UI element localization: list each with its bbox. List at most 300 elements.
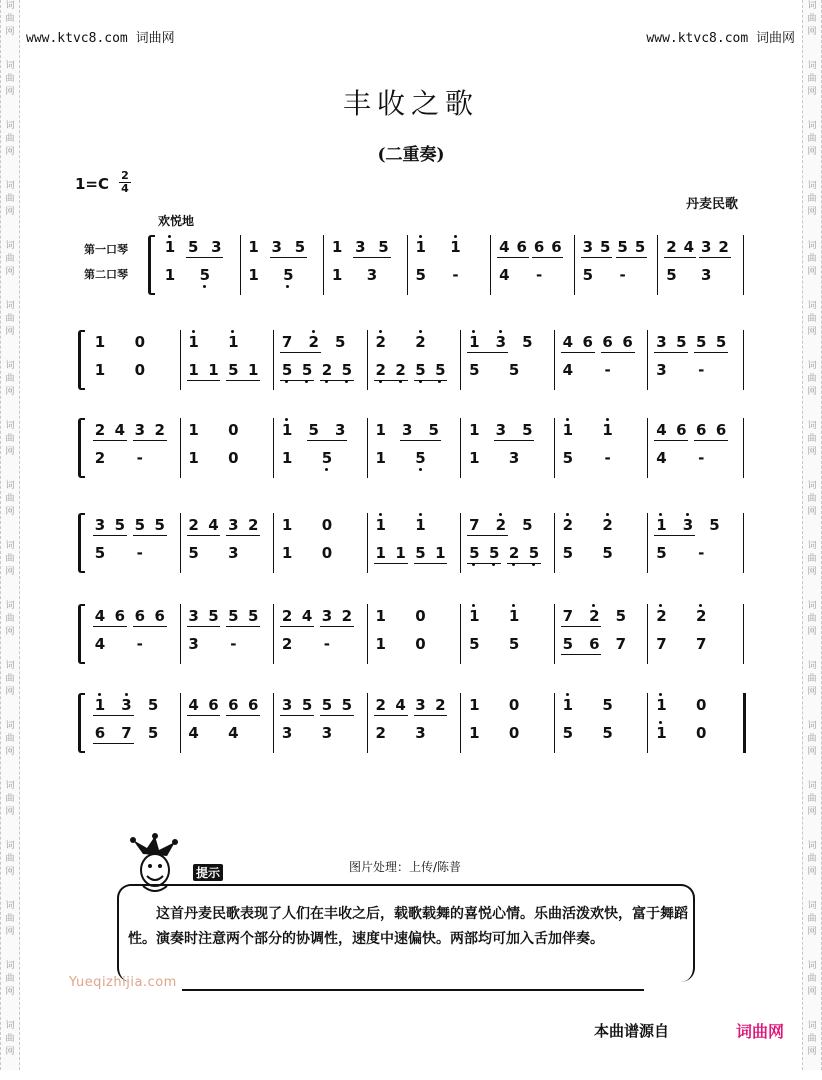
note: 1	[331, 266, 343, 284]
octave-up-dot	[566, 418, 569, 421]
bar-line	[743, 604, 744, 664]
bottom-watermark: Yueqizhijia.com	[69, 975, 177, 990]
beam-line	[280, 715, 314, 716]
part2-label: 第二口琴	[84, 268, 128, 281]
note: 5	[147, 724, 159, 742]
note: 1	[188, 361, 199, 379]
octave-up-dot	[454, 235, 457, 238]
note: 5	[562, 449, 574, 467]
side-watermark-cell: 词 曲 网	[807, 541, 817, 577]
beam-line	[320, 380, 354, 381]
octave-up-dot	[566, 693, 569, 696]
note: 7	[562, 607, 574, 625]
note: 1	[281, 422, 293, 438]
song-origin: 丹麦民歌	[685, 197, 738, 212]
side-watermark-cell: 词 曲 网	[5, 601, 15, 637]
note: 3	[281, 724, 293, 742]
note: 3	[700, 238, 712, 256]
note: 6	[695, 421, 707, 439]
note: -	[136, 449, 143, 467]
octave-up-dot	[686, 513, 689, 516]
side-watermark-cell: 词 曲 网	[807, 601, 817, 637]
beam-line	[414, 563, 448, 564]
note: 5	[676, 333, 687, 351]
bar-line	[554, 330, 555, 390]
header-url-left[interactable]: www.ktvc8.com 词曲网	[26, 31, 175, 46]
note: 5	[602, 696, 613, 714]
beam-line	[187, 626, 221, 627]
note: 6	[228, 696, 239, 714]
header-url-right[interactable]: www.ktvc8.com 词曲网	[646, 31, 795, 46]
side-watermark-cell: 词 曲 网	[5, 421, 15, 457]
note: 5	[94, 544, 106, 562]
note: 5	[617, 238, 628, 256]
note: 3	[211, 238, 222, 256]
note: 3	[495, 334, 507, 350]
bar-line	[743, 513, 744, 573]
note: 1	[188, 421, 199, 439]
side-watermark-cell: 词 曲 网	[5, 1, 15, 37]
part1-label: 第一口琴	[84, 243, 128, 256]
note: 0	[321, 544, 333, 562]
note: -	[323, 635, 331, 653]
beam-line	[270, 257, 307, 258]
note: 5	[469, 635, 480, 653]
note: 4	[683, 238, 695, 256]
note: 1	[94, 361, 106, 379]
tempo-marking: 欢悦地	[158, 214, 195, 228]
tip-text: 这首丹麦民歌表现了人们在丰收之后，载歌载舞的喜悦心情。乐曲活泼欢快，富于舞蹈性。演奏时注意两个部分的协调性，速度中速偏快。两部均可加入舌加伴奏。	[128, 906, 688, 947]
note: 3	[355, 238, 366, 256]
note: 7	[121, 724, 132, 742]
note: 3	[656, 333, 667, 351]
side-watermark-cell: 词 曲 网	[807, 241, 817, 277]
note: 6	[582, 333, 593, 351]
octave-up-dot	[419, 235, 422, 238]
note: 3	[415, 696, 426, 714]
beam-line	[280, 380, 314, 381]
note: 5	[562, 635, 574, 653]
note: 1	[508, 608, 520, 624]
beam-line	[467, 535, 508, 536]
beam-line	[467, 563, 501, 564]
bar-line	[180, 418, 181, 478]
note: 1	[469, 724, 480, 742]
note: -	[452, 266, 459, 284]
octave-up-dot	[499, 330, 502, 333]
octave-up-dot	[419, 330, 422, 333]
note: 0	[228, 449, 239, 467]
note: 5	[294, 238, 306, 256]
side-watermark-cell: 词 曲 网	[807, 781, 817, 817]
note: 3	[281, 696, 293, 714]
note: 1	[395, 544, 406, 562]
beam-line	[414, 380, 448, 381]
side-watermark-cell: 词 曲 网	[5, 541, 15, 577]
note: 1	[281, 516, 293, 534]
tip-box-bottom-line	[182, 989, 644, 991]
score-title: 丰收之歌	[342, 87, 479, 120]
note: -	[136, 635, 143, 653]
side-watermark-cell: 词 曲 网	[807, 361, 817, 397]
octave-down-dot	[419, 468, 422, 471]
note: -	[619, 266, 626, 284]
note: 5	[282, 267, 294, 283]
note: 1	[375, 449, 386, 467]
note: 0	[321, 516, 333, 534]
meter-bottom: 4	[121, 182, 129, 195]
meter-top: 2	[121, 169, 129, 182]
note: 1	[468, 608, 480, 624]
bar-line	[240, 235, 241, 295]
beam-line	[616, 257, 647, 258]
score-system	[78, 330, 745, 390]
note: 6	[602, 333, 613, 351]
note: -	[136, 544, 143, 562]
note: 1	[208, 361, 219, 379]
note: 1	[435, 544, 446, 562]
beam-line	[133, 626, 167, 627]
beam-line	[374, 563, 408, 564]
octave-up-dot	[699, 604, 702, 607]
beam-line	[187, 535, 221, 536]
score-subtitle: (二重奏)	[377, 145, 445, 165]
note: 2	[94, 449, 106, 467]
note: 1	[375, 517, 387, 533]
bar-line	[180, 693, 181, 753]
bar-line	[743, 235, 744, 295]
note: 5	[134, 516, 145, 534]
beam-line	[467, 352, 508, 353]
note: 1	[375, 607, 386, 625]
note: 1	[450, 239, 462, 255]
note: 5	[281, 362, 293, 378]
beam-line	[320, 626, 354, 627]
footer-source-site[interactable]: 词曲网	[736, 1022, 785, 1041]
note: 5	[709, 516, 720, 534]
note: 5	[301, 362, 313, 378]
bar-line	[273, 330, 274, 390]
note: 3	[582, 238, 594, 256]
note: 5	[600, 238, 611, 256]
beam-line	[414, 715, 448, 716]
note: 5	[562, 724, 574, 742]
side-watermark-cell: 词 曲 网	[5, 61, 15, 97]
octave-down-dot	[203, 285, 206, 288]
note: 1	[188, 334, 200, 350]
octave-up-dot	[379, 513, 382, 516]
note: -	[604, 449, 611, 467]
note: -	[698, 449, 705, 467]
score-system	[78, 693, 745, 753]
note: 5	[415, 544, 426, 562]
beam-line	[187, 715, 221, 716]
note: 4	[656, 449, 667, 467]
bar-line	[743, 330, 744, 390]
beam-line	[186, 257, 223, 258]
side-watermark-cell: 词 曲 网	[807, 1, 817, 37]
beam-line	[226, 535, 260, 536]
note: 2	[495, 517, 507, 533]
note: 1	[415, 239, 427, 255]
note: 2	[154, 421, 165, 439]
note: 2	[248, 516, 259, 534]
note: 5	[634, 238, 646, 256]
side-watermark-cell: 词 曲 网	[5, 841, 15, 877]
note: 5	[154, 516, 165, 534]
note: 3	[415, 724, 426, 742]
key-signature: 1=C	[75, 175, 110, 193]
beam-line	[93, 440, 127, 441]
side-watermark-cell: 词 曲 网	[807, 61, 817, 97]
note: 1	[188, 449, 199, 467]
note: 6	[622, 333, 633, 351]
side-watermark-cell: 词 曲 网	[5, 721, 15, 757]
bar-line	[554, 604, 555, 664]
final-bar-line	[743, 693, 746, 753]
note: 5	[715, 333, 727, 351]
octave-up-dot	[192, 330, 195, 333]
note: 5	[208, 607, 219, 625]
bar-line	[554, 513, 555, 573]
note: 1	[562, 697, 574, 713]
note: 7	[656, 635, 667, 653]
note: 4	[395, 696, 406, 714]
beam-line	[133, 535, 167, 536]
bar-line	[367, 604, 368, 664]
note: 3	[700, 266, 712, 284]
note: 7	[469, 516, 480, 534]
note: 1	[602, 422, 614, 438]
note: 2	[415, 334, 427, 350]
bar-line	[647, 693, 648, 753]
note: 3	[402, 421, 413, 439]
note: 3	[495, 421, 507, 439]
beam-line	[187, 380, 221, 381]
note: 1	[375, 421, 386, 439]
octave-up-dot	[606, 418, 609, 421]
time-signature	[118, 170, 132, 195]
octave-up-dot	[98, 693, 101, 696]
note: 5	[582, 266, 594, 284]
note: 5	[415, 450, 427, 466]
side-watermark-cell: 词 曲 网	[807, 901, 817, 937]
note: 7	[281, 333, 293, 351]
bar-line	[180, 330, 181, 390]
note: 1	[468, 334, 480, 350]
note: 3	[508, 449, 520, 467]
octave-up-dot	[659, 513, 662, 516]
side-watermark-cell: 词 曲 网	[5, 1021, 15, 1057]
beam-line	[694, 352, 728, 353]
beam-line	[226, 715, 260, 716]
system-brace	[78, 330, 85, 390]
bar-line	[647, 513, 648, 573]
note: 4	[228, 724, 239, 742]
note: 6	[715, 421, 727, 439]
note: 0	[415, 607, 426, 625]
note: 5	[147, 696, 159, 714]
side-watermark-cell: 词 曲 网	[5, 781, 15, 817]
system-brace	[78, 513, 85, 573]
note: 1	[248, 361, 259, 379]
note: -	[698, 544, 705, 562]
bar-line	[460, 513, 461, 573]
note: 0	[695, 724, 707, 742]
beam-line	[320, 715, 354, 716]
system-brace	[78, 418, 85, 478]
note: 2	[375, 724, 386, 742]
note: 2	[588, 608, 600, 624]
beam-line	[654, 352, 688, 353]
note: 4	[114, 421, 126, 439]
side-watermark-cell: 词 曲 网	[807, 301, 817, 337]
note: 5	[602, 724, 613, 742]
octave-up-dot	[379, 330, 382, 333]
beam-line	[353, 257, 390, 258]
note: 5	[528, 545, 540, 561]
beam-line	[664, 257, 695, 258]
beam-line	[307, 440, 348, 441]
image-credits: 图片处理：上传/陈普	[349, 860, 462, 874]
note: 1	[655, 697, 667, 713]
note: 1	[562, 422, 574, 438]
note: 1	[415, 517, 427, 533]
note: 1	[94, 697, 106, 713]
note: 2	[188, 516, 199, 534]
note: 1	[375, 635, 386, 653]
bar-line	[647, 418, 648, 478]
note: 5	[522, 421, 533, 439]
note: 6	[589, 635, 600, 653]
beam-line	[280, 626, 314, 627]
note: 1	[164, 239, 176, 255]
note: 3	[334, 421, 346, 439]
note: 5	[508, 635, 520, 653]
score-system	[78, 418, 745, 478]
beam-line	[374, 380, 408, 381]
score-system	[78, 513, 745, 573]
beam-line	[654, 535, 695, 536]
note: 4	[562, 361, 574, 379]
note: 0	[508, 696, 520, 714]
note: 1	[469, 449, 480, 467]
octave-down-dot	[325, 468, 328, 471]
bar-line	[554, 418, 555, 478]
note: 6	[533, 238, 545, 256]
beam-line	[532, 257, 563, 258]
note: 5	[522, 333, 533, 351]
note: 4	[499, 238, 510, 256]
octave-up-dot	[659, 721, 662, 724]
note: 5	[187, 238, 199, 256]
system-brace	[78, 604, 85, 664]
bar-line	[180, 513, 181, 573]
note: 5	[228, 607, 239, 625]
octave-up-dot	[168, 235, 171, 238]
note: 1	[331, 238, 343, 256]
bar-line	[273, 693, 274, 753]
note: 0	[508, 724, 520, 742]
note: 5	[415, 362, 427, 378]
beam-line	[93, 535, 127, 536]
note: 5	[469, 361, 480, 379]
note: 2	[695, 608, 707, 624]
note: 0	[415, 635, 426, 653]
note: 2	[435, 696, 446, 714]
score-system	[148, 235, 745, 295]
note: 5	[188, 544, 199, 562]
note: 5	[434, 362, 446, 378]
beam-line	[280, 352, 321, 353]
octave-up-dot	[285, 418, 288, 421]
beam-line	[694, 440, 728, 441]
bar-line	[460, 604, 461, 664]
note: 5	[415, 266, 426, 284]
note: 1	[469, 421, 480, 439]
note: 3	[321, 724, 333, 742]
octave-up-dot	[512, 604, 515, 607]
note: 1	[281, 544, 293, 562]
side-watermark-cell: 词 曲 网	[5, 361, 15, 397]
note: 6	[154, 607, 165, 625]
bar-line	[367, 330, 368, 390]
note: 2	[602, 517, 614, 533]
note: 1	[655, 517, 667, 533]
note: 0	[134, 333, 145, 351]
note: 2	[508, 545, 520, 561]
bar-line	[273, 418, 274, 478]
beam-line	[93, 715, 134, 716]
note: 5	[656, 544, 667, 562]
note: 0	[695, 696, 707, 714]
bar-line	[367, 513, 368, 573]
note: 5	[522, 516, 533, 534]
beam-line	[654, 440, 688, 441]
bar-line	[647, 604, 648, 664]
note: 4	[94, 607, 106, 625]
bar-line	[367, 418, 368, 478]
note: 3	[228, 516, 239, 534]
note: 5	[428, 421, 439, 439]
bar-line	[554, 693, 555, 753]
note: 2	[718, 238, 729, 256]
side-watermark-cell: 词 曲 网	[5, 181, 15, 217]
note: 5	[248, 607, 259, 625]
note: 5	[114, 516, 126, 534]
note: 5	[341, 362, 353, 378]
bar-line	[657, 235, 658, 295]
note: 5	[695, 333, 707, 351]
note: 5	[378, 238, 389, 256]
note: 6	[551, 238, 562, 256]
note: 1	[655, 725, 667, 741]
octave-up-dot	[419, 513, 422, 516]
note: 1	[375, 544, 386, 562]
note: 2	[281, 635, 293, 653]
note: 3	[121, 697, 133, 713]
footer-source-label: 本曲谱源自	[594, 1022, 670, 1040]
beam-line	[601, 352, 635, 353]
note: 4	[188, 724, 199, 742]
note: -	[698, 361, 705, 379]
note: -	[535, 266, 543, 284]
side-watermark-cell: 词 曲 网	[807, 961, 817, 997]
note: 7	[615, 635, 627, 653]
note: 3	[321, 607, 333, 625]
octave-up-dot	[472, 330, 475, 333]
bar-line	[743, 418, 744, 478]
